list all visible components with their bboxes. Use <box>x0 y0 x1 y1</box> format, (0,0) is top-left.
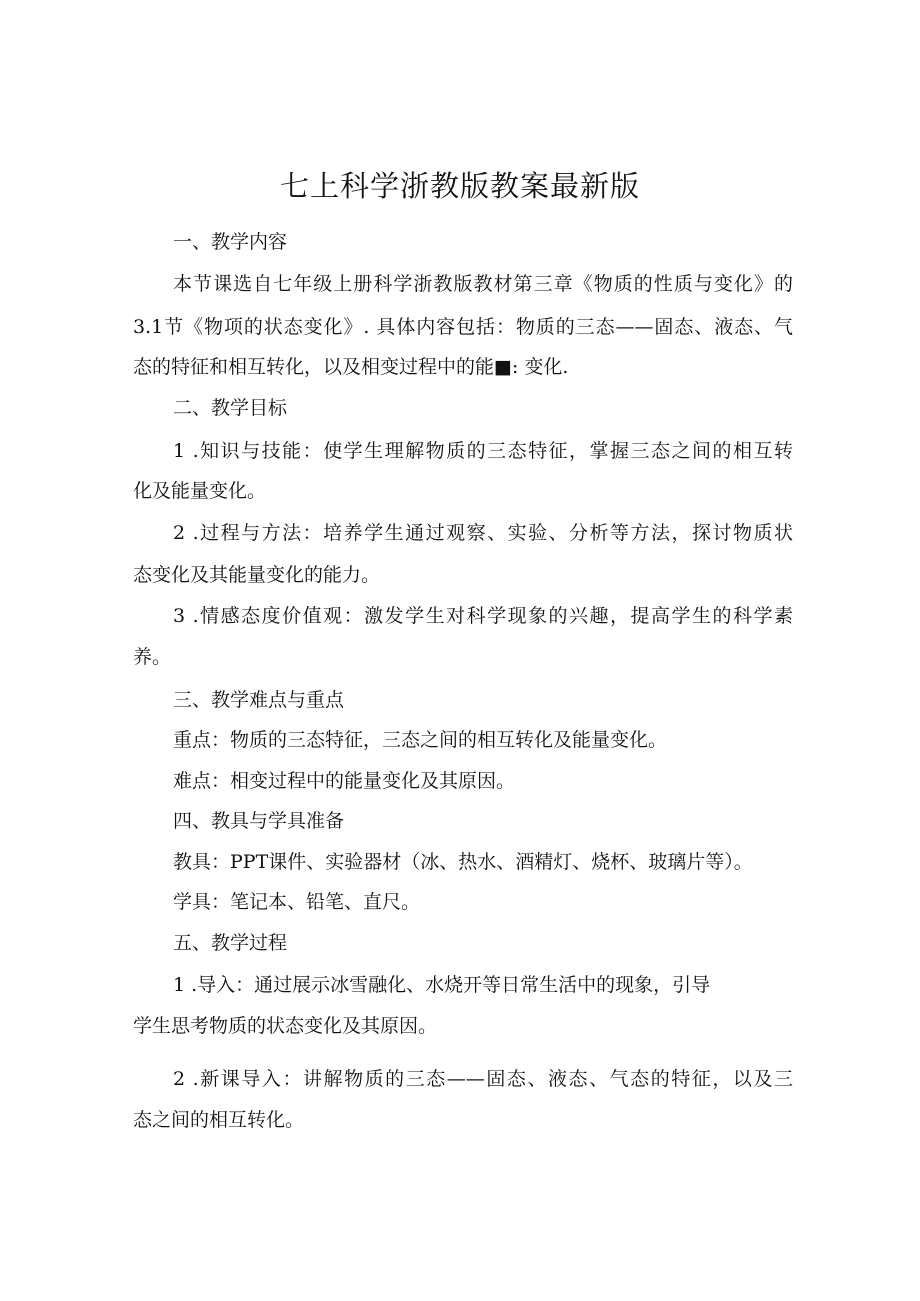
goal-3-line: 3 .情感态度价值观：激发学生对科学现象的兴趣，提高学生的科学素 <box>173 605 793 627</box>
goal-3-line: 养。 <box>133 646 172 668</box>
goal-2-line: 态变化及其能量变化的能力。 <box>133 564 381 586</box>
goal-2-line: 2 .过程与方法：培养学生通过观察、实验、分析等方法，探讨物质状 <box>173 522 793 544</box>
heading-materials: 四、教具与学具准备 <box>173 810 345 832</box>
goal-1-line: 化及能量变化。 <box>133 480 267 502</box>
process-2-line: 态之间的相互转化。 <box>133 1109 305 1131</box>
heading-difficulties: 三、教学难点与重点 <box>173 689 345 711</box>
paragraph-line: 3.1节《物项的状态变化》. 具体内容包括：物质的三态——固态、液态、气 <box>133 316 793 338</box>
process-2-line: 2 .新课导入：讲解物质的三态——固态、液态、气态的特征，以及三 <box>173 1068 793 1090</box>
teaching-tools-line: 教具：PPT课件、实验器材（冰、热水、酒精灯、烧杯、玻璃片等）。 <box>173 851 753 873</box>
paragraph-line: 本节课选自七年级上册科学浙教版教材第三章《物质的性质与变化》的 <box>173 273 793 295</box>
goal-1-line: 1 .知识与技能：使学生理解物质的三态特征，掌握三态之间的相互转 <box>173 440 793 462</box>
heading-process: 五、教学过程 <box>173 932 288 954</box>
process-1-line: 1 .导入：通过展示冰雪融化、水烧开等日常生活中的现象，引导 <box>173 974 711 996</box>
heading-teaching-goals: 二、教学目标 <box>173 397 288 419</box>
paragraph-line: 态的特征和相互转化，以及相变过程中的能■: 变化. <box>133 356 569 378</box>
key-points-line: 重点：物质的三态特征，三态之间的相互转化及能量变化。 <box>173 729 668 751</box>
learning-tools-line: 学具：笔记本、铅笔、直尺。 <box>173 891 421 913</box>
document-title: 七上科学浙教版教案最新版 <box>279 169 640 203</box>
difficulty-line: 难点：相变过程中的能量变化及其原因。 <box>173 770 516 792</box>
process-1-line: 学生思考物质的状态变化及其原因。 <box>133 1015 438 1037</box>
heading-teaching-content: 一、教学内容 <box>173 231 288 253</box>
